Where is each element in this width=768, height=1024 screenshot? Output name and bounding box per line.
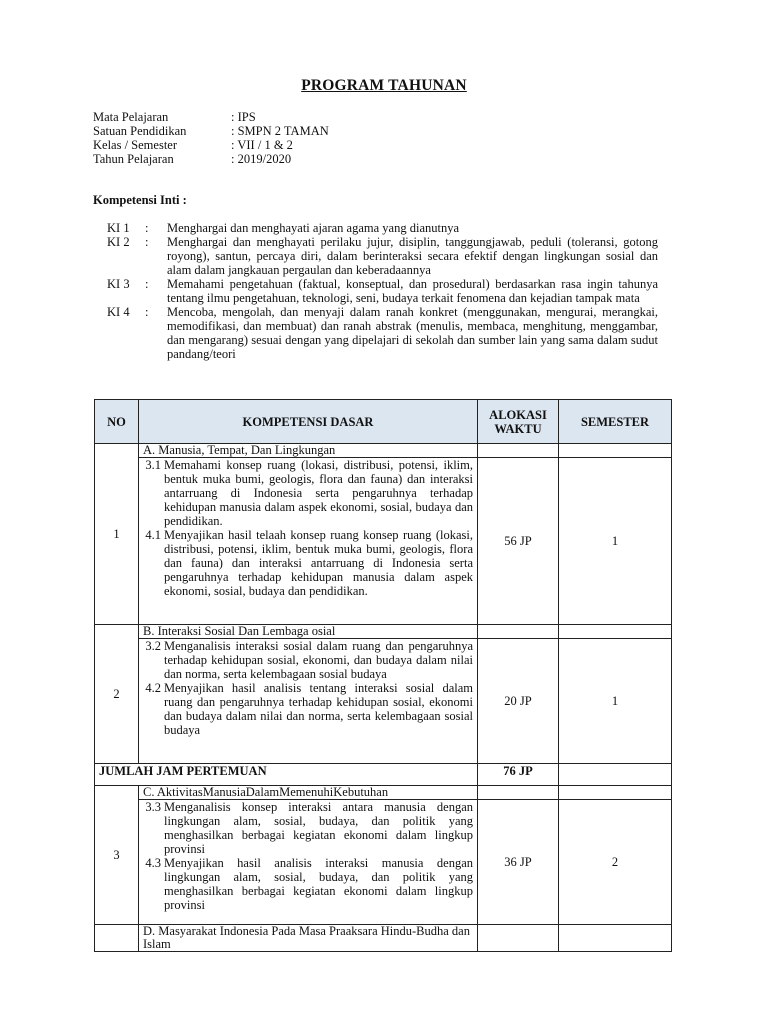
empty-cell <box>478 925 559 952</box>
row-no: 3 <box>95 786 139 925</box>
kd-item <box>139 856 477 912</box>
ki-text: Menghargai dan menghayati perilaku jujur, disiplin, tanggungjawab, peduli (toleransi, gotong royong), santun, percaya diri, dalam berinteraksi secara efektif dengan lingkungan sosial dan alam dalam jangkauan pergaulan dan keberadaannya <box>167 235 658 277</box>
table-header-row <box>95 400 672 444</box>
info-block <box>93 110 329 166</box>
info-row <box>93 124 329 138</box>
kd-item <box>139 800 477 856</box>
header-alokasi: ALOKASI WAKTU <box>478 400 559 444</box>
ki-heading: Kompetensi Inti : <box>93 193 187 207</box>
kd-text: Menganalisis konsep interaksi antara manusia dengan lingkungan alam, sosial, budaya, dan politik yang menghasilkan berbagai kegiatan ekonomi dalam lingkup provinsi <box>164 800 473 856</box>
kd-text: Memahami konsep ruang (lokasi, distribusi, potensi, iklim, bentuk muka bumi, geologis, flora dan fauna) dan interaksi antarruang di Indonesia serta pengaruhnya terhadap kehidupan manusia dalam aspek ekonomi, sosial, budaya dan pendidikan. <box>164 458 473 528</box>
table-row <box>95 458 672 625</box>
kd-cell <box>139 800 478 925</box>
kd-number: 4.2 <box>145 681 161 695</box>
kd-text: Menyajikan hasil telaah konsep ruang konsep ruang (lokasi, distribusi, potensi, iklim, bentuk muka bumi, geologis, flora dan fauna) dan interaksi antarruang di Indonesia serta pengaruhnya terhadap kehidupan manusia dalam aspek ekonomi, sosial, budaya dan pendidikan. <box>164 528 473 598</box>
info-value: : 2019/2020 <box>231 152 292 166</box>
empty-cell <box>559 444 672 458</box>
total-label: JUMLAH JAM PERTEMUAN <box>95 764 478 786</box>
info-value: : VII / 1 & 2 <box>231 138 293 152</box>
ki-separator: : <box>145 305 149 319</box>
header-semester: SEMESTER <box>559 400 672 444</box>
ki-item <box>107 221 658 235</box>
section-title: C. AktivitasManusiaDalamMemenuhiKebutuhan <box>139 786 478 800</box>
info-value: : SMPN 2 TAMAN <box>231 124 329 138</box>
empty-cell <box>478 625 559 639</box>
row-no: 2 <box>95 625 139 764</box>
kd-number: 3.2 <box>145 639 161 653</box>
info-label: Kelas / Semester <box>93 138 178 152</box>
kd-number: 4.1 <box>145 528 161 542</box>
section-title: D. Masyarakat Indonesia Pada Masa Praaksara Hindu-Budha dan Islam <box>139 925 478 952</box>
ki-text: Mencoba, mengolah, dan menyaji dalam ranah konkret (menggunakan, mengurai, merangkai, memodifikasi, dan membuat) dan ranah abstrak (menulis, membaca, menghitung, menggambar, dan mengarang) sesuai dengan yang dipelajari di sekolah dan sumber lain yang sama dalam sudut pandang/teori <box>167 305 658 361</box>
ki-item <box>107 277 658 305</box>
ki-code: KI 1 <box>107 221 130 235</box>
info-row <box>93 138 329 152</box>
total-value: 76 JP <box>478 764 559 786</box>
empty-cell <box>478 786 559 800</box>
empty-cell <box>95 925 139 952</box>
table-row <box>95 625 672 639</box>
info-value: : IPS <box>231 110 256 124</box>
info-label: Satuan Pendidikan <box>93 124 187 138</box>
semester-cell: 1 <box>559 458 672 625</box>
kd-item <box>139 458 477 528</box>
kd-text: Menganalisis interaksi sosial dalam ruang dan pengaruhnya terhadap kehidupan sosial, ekonomi, dan budaya dalam nilai dan norma, serta kelembagaan sosial budaya <box>164 639 473 681</box>
page-title: PROGRAM TAHUNAN <box>301 77 467 94</box>
kd-cell <box>139 639 478 764</box>
info-row <box>93 152 329 166</box>
kd-text: Menyajikan hasil analisis interaksi manusia dengan lingkungan alam, sosial, budaya, dan politik yang menghasilkan berbagai kegiatan ekonomi dalam lingkup provinsi <box>164 856 473 912</box>
table-row <box>95 925 672 952</box>
total-row <box>95 764 672 786</box>
ki-code: KI 4 <box>107 305 130 319</box>
ki-separator: : <box>145 235 149 249</box>
header-kd: KOMPETENSI DASAR <box>139 400 478 444</box>
table-row <box>95 444 672 458</box>
empty-cell <box>559 764 672 786</box>
ki-item <box>107 235 658 277</box>
ki-list <box>107 221 658 361</box>
empty-cell <box>559 925 672 952</box>
info-row <box>93 110 329 124</box>
alokasi-cell: 20 JP <box>478 639 559 764</box>
alokasi-cell: 56 JP <box>478 458 559 625</box>
kd-number: 3.1 <box>145 458 161 472</box>
kd-number: 4.3 <box>145 856 161 870</box>
kd-text: Menyajikan hasil analisis tentang interaksi sosial dalam ruang dan pengaruhnya terhadap kehidupan sosial, ekonomi dan budaya dalam nilai dan norma, serta kelembagaan sosial budaya <box>164 681 473 737</box>
alokasi-cell: 36 JP <box>478 800 559 925</box>
ki-item <box>107 305 658 361</box>
kd-cell <box>139 458 478 625</box>
table-row <box>95 639 672 764</box>
ki-code: KI 2 <box>107 235 130 249</box>
ki-text: Memahami pengetahuan (faktual, konseptual, dan prosedural) berdasarkan rasa ingin tahunya tentang ilmu pengetahuan, teknologi, seni, budaya terkait fenomena dan kejadian tampak mata <box>167 277 658 305</box>
kd-item <box>139 639 477 681</box>
kd-number: 3.3 <box>145 800 161 814</box>
info-label: Tahun Pelajaran <box>93 152 174 166</box>
kd-item <box>139 528 477 598</box>
ki-code: KI 3 <box>107 277 130 291</box>
ki-separator: : <box>145 277 149 291</box>
empty-cell <box>559 625 672 639</box>
row-no: 1 <box>95 444 139 625</box>
info-label: Mata Pelajaran <box>93 110 169 124</box>
header-no: NO <box>95 400 139 444</box>
table-row <box>95 786 672 800</box>
ki-separator: : <box>145 221 149 235</box>
ki-text: Menghargai dan menghayati ajaran agama yang dianutnya <box>167 221 460 235</box>
semester-cell: 2 <box>559 800 672 925</box>
section-title: A. Manusia, Tempat, Dan Lingkungan <box>139 444 478 458</box>
section-title: B. Interaksi Sosial Dan Lembaga osial <box>139 625 478 639</box>
table-row <box>95 800 672 925</box>
semester-cell: 1 <box>559 639 672 764</box>
kd-table <box>94 399 672 952</box>
empty-cell <box>478 444 559 458</box>
empty-cell <box>559 786 672 800</box>
kd-item <box>139 681 477 737</box>
